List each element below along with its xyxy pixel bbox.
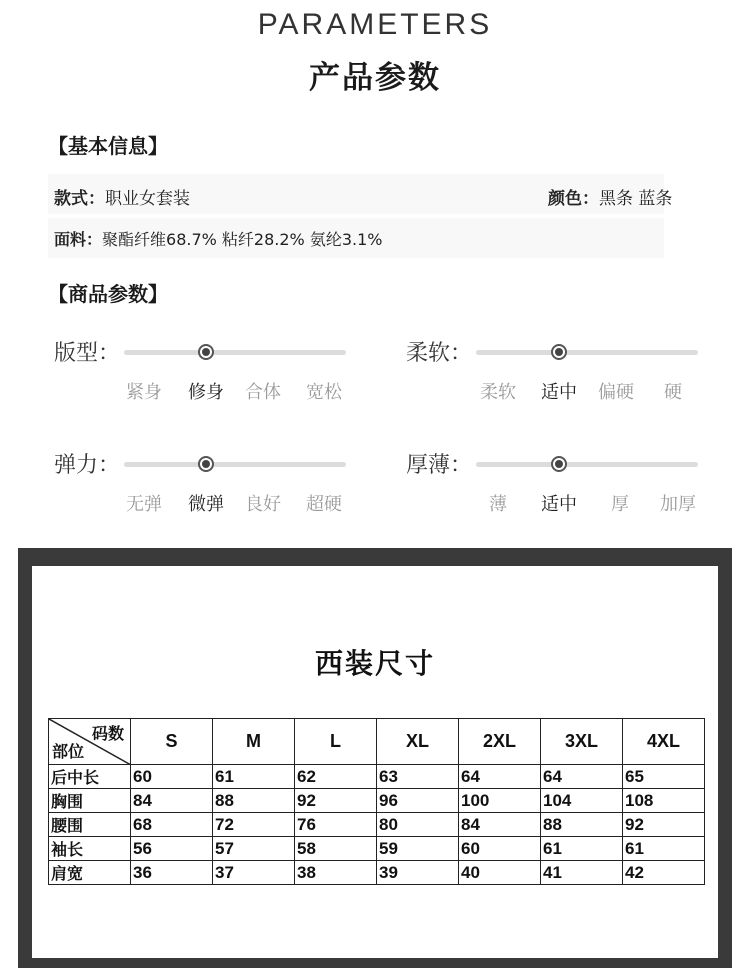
row-label: 后中长: [49, 765, 131, 789]
param-softness-option: 硬: [664, 382, 682, 403]
size-chart-frame: [18, 548, 732, 968]
table-cell: 38: [295, 861, 377, 885]
table-cell: 96: [377, 789, 459, 813]
size-chart-panel: [32, 566, 718, 958]
table-cell: 76: [295, 813, 377, 837]
param-thickness-label: 厚薄：: [406, 453, 473, 478]
size-col-header: 2XL: [459, 719, 541, 765]
table-cell: 61: [623, 837, 705, 861]
table-cell: 40: [459, 861, 541, 885]
param-softness-marker-icon: [551, 344, 567, 360]
table-cell: 37: [213, 861, 295, 885]
row-label: 袖长: [49, 837, 131, 861]
param-elasticity: [54, 448, 354, 528]
param-elasticity-option: 超硬: [306, 494, 342, 515]
table-cell: 80: [377, 813, 459, 837]
param-fit-option: 合体: [245, 382, 281, 403]
color-value: 黑条 蓝条: [599, 189, 673, 209]
table-cell: 57: [213, 837, 295, 861]
row-label: 胸围: [49, 789, 131, 813]
basic-info-heading: 【基本信息】: [48, 134, 168, 158]
size-table: [48, 718, 705, 885]
fabric-label: 面料：: [54, 230, 103, 249]
size-corner-cell: [49, 719, 131, 765]
param-elasticity-marker-icon: [198, 456, 214, 472]
size-col-header: XL: [377, 719, 459, 765]
param-thickness-option: 薄: [489, 494, 507, 515]
style-label: 款式：: [54, 189, 105, 209]
product-params-heading: 【商品参数】: [48, 282, 168, 306]
table-cell: 84: [131, 789, 213, 813]
param-softness-label: 柔软：: [406, 341, 473, 366]
chinese-title: 产品参数: [309, 60, 441, 96]
table-row: [49, 837, 705, 861]
size-col-header: 4XL: [623, 719, 705, 765]
table-cell: 92: [295, 789, 377, 813]
table-cell: 63: [377, 765, 459, 789]
param-fit-option: 宽松: [306, 382, 342, 403]
table-cell: 61: [541, 837, 623, 861]
table-cell: 62: [295, 765, 377, 789]
size-col-header: 3XL: [541, 719, 623, 765]
table-row: [49, 861, 705, 885]
table-cell: 88: [541, 813, 623, 837]
table-cell: 56: [131, 837, 213, 861]
fabric-info: [54, 227, 383, 250]
corner-top-label: 码数: [91, 726, 124, 743]
table-row: [49, 789, 705, 813]
table-cell: 39: [377, 861, 459, 885]
param-elasticity-option-selected: 微弹: [188, 494, 224, 515]
param-softness: [406, 336, 706, 416]
table-cell: 84: [459, 813, 541, 837]
corner-bottom-label: 部位: [52, 744, 85, 761]
param-softness-track: [476, 350, 698, 355]
param-thickness: [406, 448, 706, 528]
param-elasticity-track: [124, 462, 346, 467]
color-label: 颜色：: [548, 189, 599, 209]
table-cell: 64: [541, 765, 623, 789]
fabric-value: 聚酯纤维68.7% 粘纤28.2% 氨纶3.1%: [102, 230, 383, 249]
style-value: 职业女套装: [105, 189, 190, 209]
param-softness-option: 偏硬: [598, 382, 634, 403]
table-cell: 65: [623, 765, 705, 789]
color-info: [548, 184, 672, 209]
param-thickness-marker-icon: [551, 456, 567, 472]
param-elasticity-option: 良好: [245, 494, 281, 515]
param-thickness-track: [476, 462, 698, 467]
table-cell: 61: [213, 765, 295, 789]
table-cell: 60: [131, 765, 213, 789]
size-col-header: L: [295, 719, 377, 765]
param-fit-option-selected: 修身: [188, 382, 224, 403]
row-label: 腰围: [49, 813, 131, 837]
size-header-row: [49, 719, 705, 765]
param-thickness-option: 加厚: [660, 494, 696, 515]
style-info: [54, 184, 190, 209]
table-cell: 72: [213, 813, 295, 837]
param-fit-marker-icon: [198, 344, 214, 360]
table-row: [49, 813, 705, 837]
size-chart-title: 西装尺寸: [314, 647, 435, 680]
param-thickness-option: 厚: [611, 494, 629, 515]
table-cell: 59: [377, 837, 459, 861]
table-row: [49, 765, 705, 789]
table-cell: 88: [213, 789, 295, 813]
param-softness-option-selected: 适中: [541, 382, 577, 403]
param-fit-label: 版型：: [54, 341, 121, 366]
table-cell: 108: [623, 789, 705, 813]
table-cell: 41: [541, 861, 623, 885]
table-cell: 36: [131, 861, 213, 885]
param-fit-option: 紧身: [126, 382, 162, 403]
param-softness-option: 柔软: [480, 382, 516, 403]
table-cell: 104: [541, 789, 623, 813]
table-cell: 58: [295, 837, 377, 861]
param-elasticity-label: 弹力：: [54, 453, 121, 478]
table-cell: 60: [459, 837, 541, 861]
english-title: PARAMETERS: [257, 8, 493, 41]
table-cell: 92: [623, 813, 705, 837]
param-fit: [54, 336, 354, 416]
size-col-header: S: [131, 719, 213, 765]
table-cell: 64: [459, 765, 541, 789]
size-col-header: M: [213, 719, 295, 765]
row-label: 肩宽: [49, 861, 131, 885]
param-elasticity-option: 无弹: [126, 494, 162, 515]
param-fit-track: [124, 350, 346, 355]
table-cell: 42: [623, 861, 705, 885]
param-thickness-option-selected: 适中: [541, 494, 577, 515]
table-cell: 68: [131, 813, 213, 837]
table-cell: 100: [459, 789, 541, 813]
